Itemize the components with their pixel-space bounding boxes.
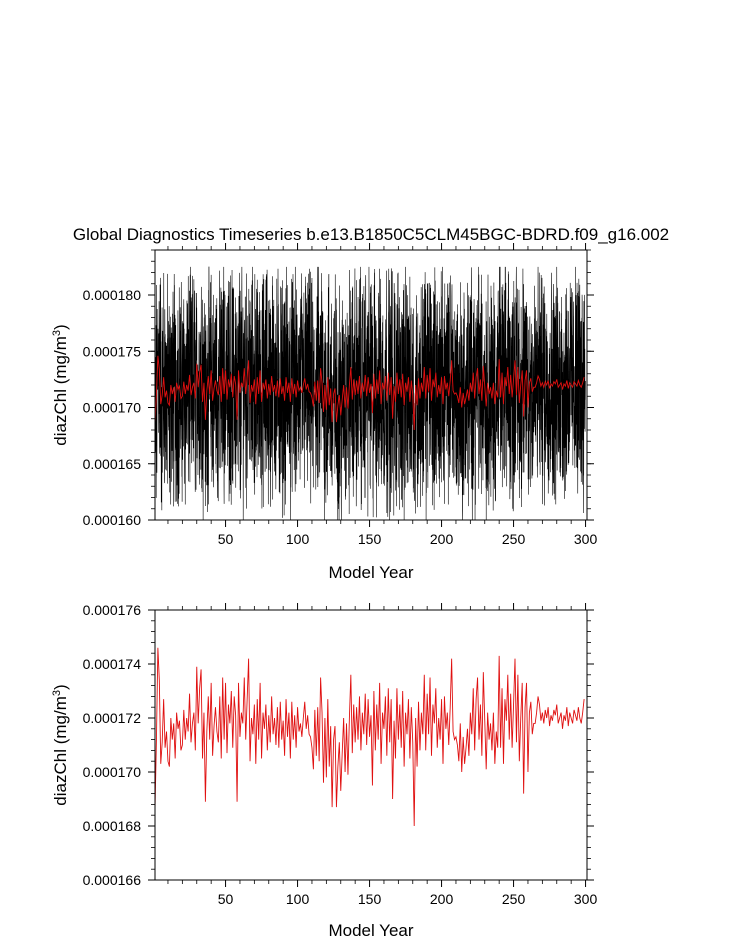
bottom-y-tick-label: 0.000172 [82,710,141,726]
bottom-y-tick-label: 0.000170 [82,764,141,780]
bottom-x-tick-label: 50 [217,891,234,907]
annual-mean-series-line [155,648,584,826]
bottom-x-tick-label: 300 [573,891,598,907]
bottom-y-tick-label: 0.000176 [82,602,141,618]
bottom-series-layer [155,648,584,826]
bottom-x-tick-label: 150 [357,891,382,907]
top-x-axis-label: Model Year [328,563,414,582]
monthly-annual-panel [51,243,597,582]
bottom-y-tick-label: 0.000174 [82,656,141,672]
top-y-tick-label: 0.000160 [82,512,141,528]
bottom-x-tick-label: 200 [429,891,454,907]
top-y-tick-label: 0.000180 [82,287,141,303]
annual-panel [51,602,597,940]
bottom-x-axis-label: Model Year [328,921,414,940]
top-x-tick-label: 150 [357,531,382,547]
top-x-tick-label: 100 [285,531,310,547]
top-x-tick-label: 250 [501,531,526,547]
top-x-tick-label: 50 [217,531,234,547]
figure-title: Global Diagnostics Timeseries b.e13.B1850C5CLM45BGC-BDRD.f09_g16.002 [72,225,670,244]
bottom-x-tick-label: 100 [285,891,310,907]
bottom-y-tick-label: 0.000168 [82,818,141,834]
top-series-layer [155,267,585,520]
top-y-tick-label: 0.000170 [82,399,141,416]
bottom-plot-frame [155,610,587,880]
top-y-axis-label: diazChl $(mg/m^3)$ [51,324,70,446]
bottom-y-tick-label: 0.000166 [82,872,141,888]
bottom-y-axis-label: diazChl $(mg/m^3)$ [51,684,70,806]
monthly-series-line [155,267,585,520]
bottom-x-tick-label: 250 [501,891,526,907]
top-x-tick-label: 300 [573,531,598,547]
top-y-tick-label: 0.000175 [82,343,141,360]
top-y-tick-label: 0.000165 [82,455,141,472]
top-x-tick-label: 200 [429,531,454,547]
